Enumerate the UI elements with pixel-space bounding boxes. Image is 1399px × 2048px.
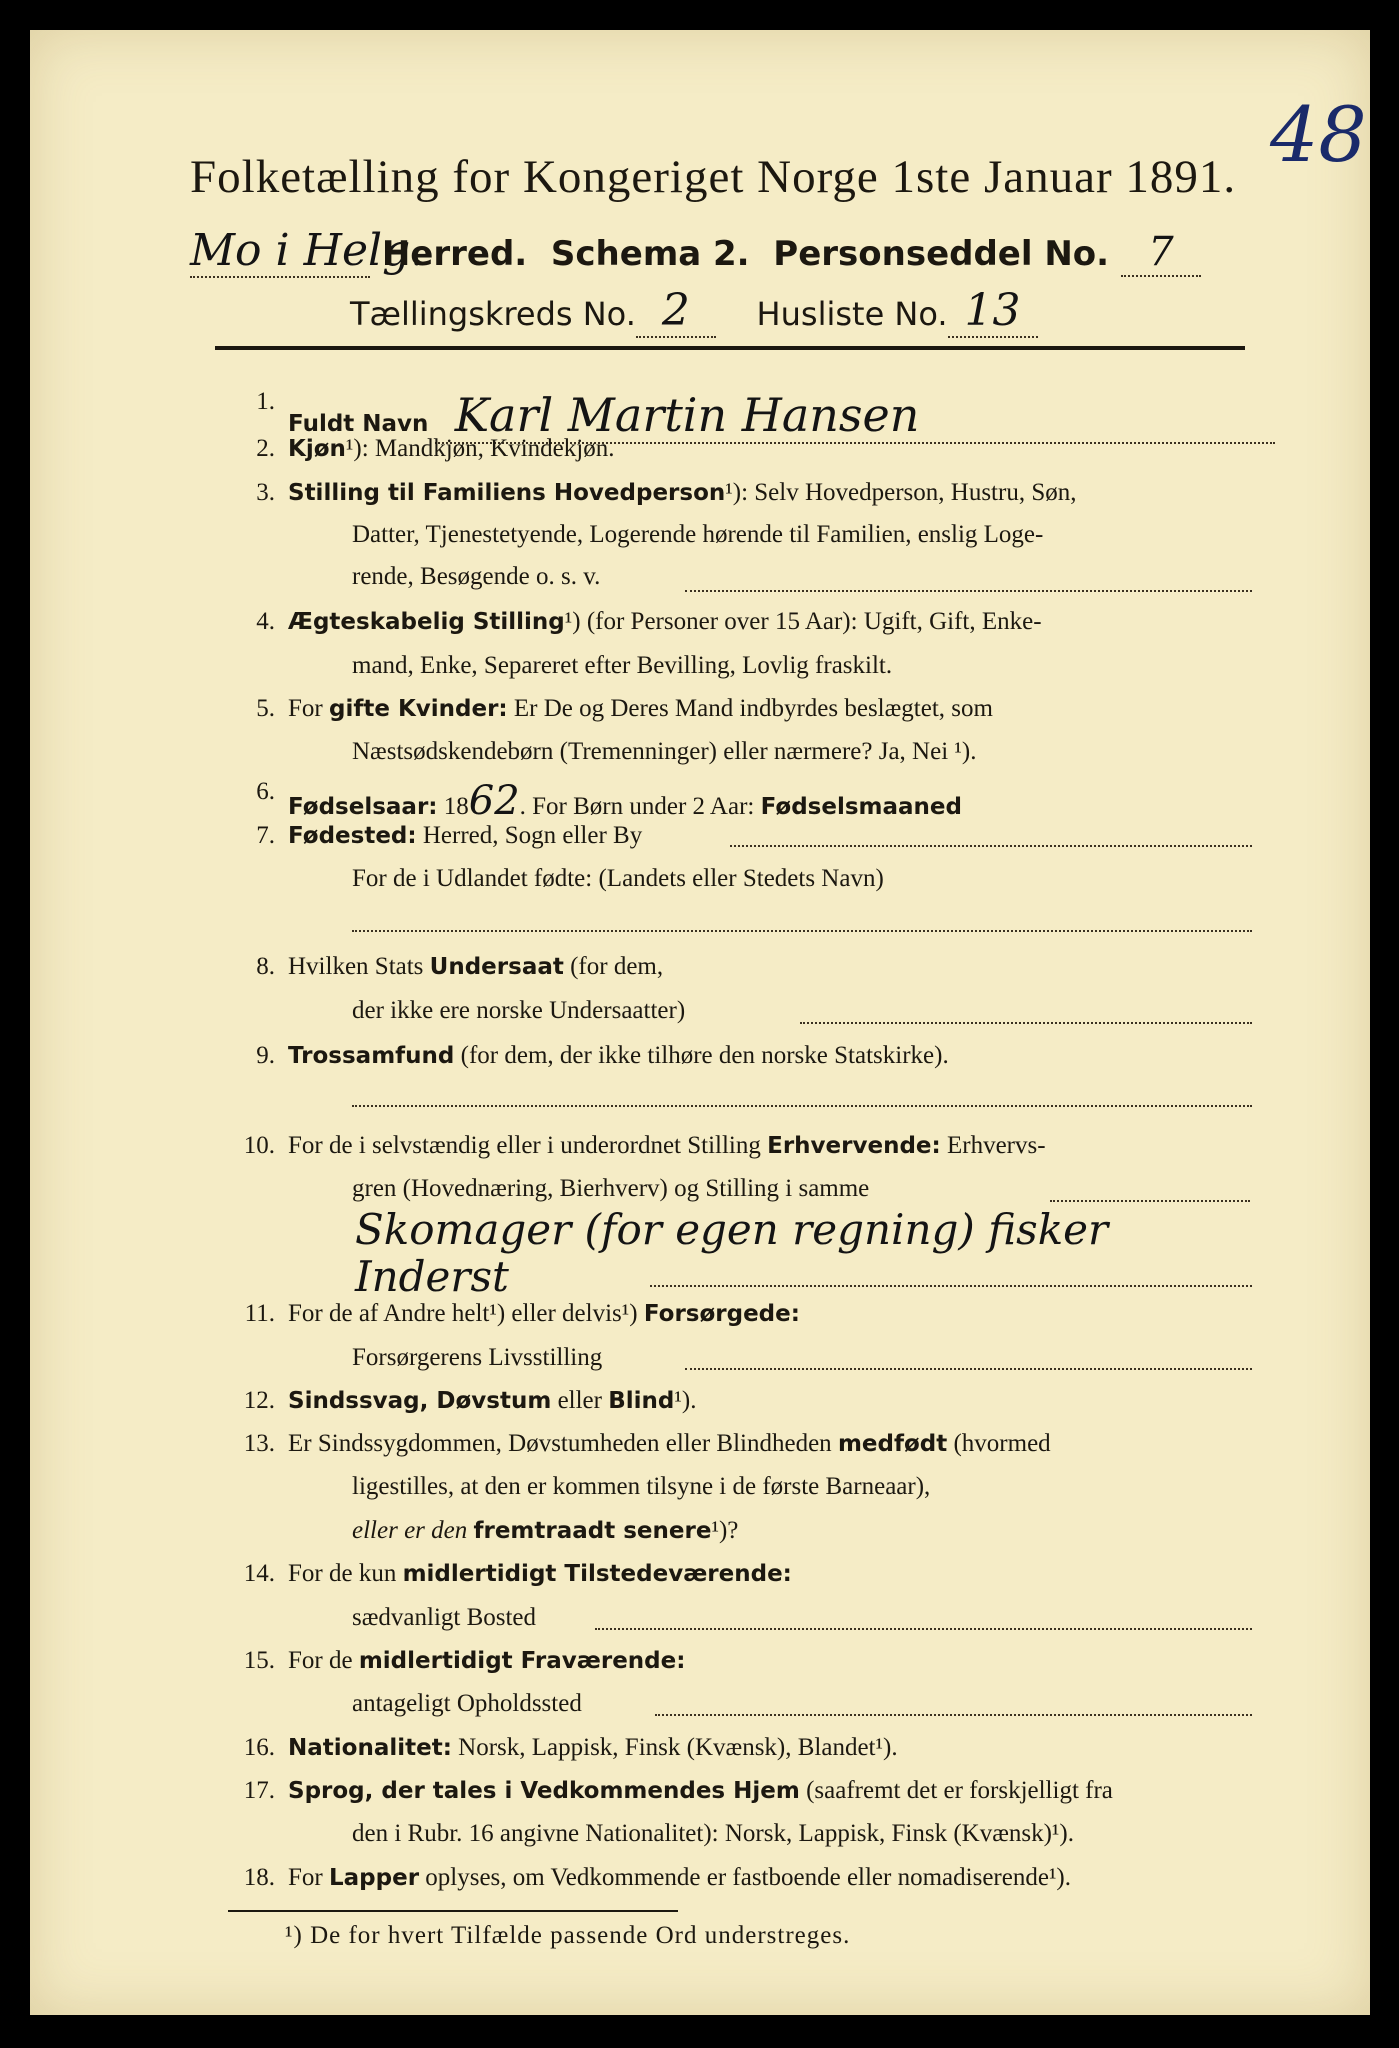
herred-row [190,225,1201,278]
item-gifte-kvinder: For gifte Kvinder: Er De og Deres Mand indbyrdes beslægtet, som [288,695,993,722]
item-sprog: Sprog, der tales i Vedkommendes Hjem (saafremt det er forskjelligt fra [288,1777,1113,1804]
answer-line [595,1628,1252,1630]
census-form [30,30,1370,2015]
item-label: Trossamfund [288,1043,455,1069]
item-label: Fuldt Navn [288,411,429,437]
item-text: ¹): Selv Hovedperson, Hustru, Søn, [725,479,1077,506]
schema-label: Schema 2. [550,234,750,274]
husliste-number: 13 [948,285,1038,338]
item-label: Sindssvag, Døvstum [288,1388,552,1414]
item-trossamfund: Trossamfund (for dem, der ikke tilhøre den norske Statskirke). [288,1042,949,1069]
answer-line [352,930,1252,932]
item-aegteskab [288,608,1042,636]
item-number: 3. [256,479,275,506]
name-answer: Karl Martin Hansen [435,388,1275,444]
answer-line [352,1105,1252,1107]
item-label: medfødt [837,1431,948,1457]
item-label: Fødselsaar: [288,794,438,820]
item-text: ¹): Mandkjøn, Kvindekjøn. [345,435,615,462]
kreds-row [350,285,1038,338]
item-number: 15. [243,1647,275,1674]
item-label: Stilling til Familiens Hovedperson [288,480,726,506]
birth-year-answer: 62 [468,778,520,824]
item-text: Herred, Sogn eller By [422,822,643,849]
husliste-label: Husliste No. [756,295,948,333]
item-continuation: den i Rubr. 16 angivne Nationalitet): Norsk, Lappisk, Finsk (Kvænsk)¹). [352,1820,1074,1847]
item-forsorgede: For de af Andre helt¹) eller delvis¹) Forsørgede: [288,1300,800,1327]
answer-line [1050,1200,1250,1202]
item-fravaerende: For de midlertidigt Fraværende: [288,1647,686,1674]
item-number: 5. [256,695,275,722]
item-number: 4. [256,608,275,635]
item-text: ¹) (for Personer over 15 Aar): Ugift, Gift, Enke- [564,608,1042,635]
item-erhverv: For de i selvstændig eller i underordnet Stilling Erhvervende: Erhvervs- [288,1132,1046,1159]
item-label: midlertidigt Fraværende: [358,1648,686,1674]
item-number: 11. [244,1300,275,1327]
tællingskreds-label: Tællingskreds No. [350,295,636,333]
item-continuation: mand, Enke, Separeret efter Bevilling, Lovlig fraskilt. [352,652,893,679]
item-number: 1. [256,388,275,415]
item-number: 13. [243,1430,275,1457]
item-sindssvag: Sindssvag, Døvstum eller Blind¹). [288,1387,697,1414]
item-label: Lapper [328,1865,420,1891]
answer-line [800,1022,1252,1024]
header-divider [215,346,1245,350]
item-fodested [288,822,642,850]
item-continuation: gren (Hovednæring, Bierhverv) og Stilling i samme [352,1175,870,1202]
occupation-answer-line2: Inderst [355,1252,509,1301]
item-continuation: rende, Besøgende o. s. v. [352,563,601,590]
item-continuation: Næstsødskendebørn (Tremenninger) eller nærmere? Ja, Nei ¹). [352,738,977,765]
item-number: 2. [256,435,275,462]
item-continuation: ligestilles, at den er kommen tilsyne i de første Barneaar), [352,1473,931,1500]
item-undersaat: Hvilken Stats Undersaat (for dem, [288,953,664,980]
herred-name: Mo i Helg. [190,225,425,276]
personseddel-label: Personseddel No. [773,234,1110,274]
item-text: Er De og Deres Mand indbyrdes beslægtet, som [513,695,993,722]
answer-line [655,1714,1252,1716]
page-number: 48 [1270,90,1367,179]
answer-line [685,590,1252,592]
item-label: Fødested: [288,823,417,849]
item-label: Nationalitet: [288,1735,452,1761]
item-number: 10. [243,1132,275,1159]
item-kjon [288,435,614,463]
answer-line [685,1368,1252,1370]
item-continuation: sædvanligt Bosted [352,1604,537,1631]
herred-label: Herred. [381,234,528,274]
item-continuation: Datter, Tjenestetyende, Logerende hørende til Familien, enslig Loge- [352,521,1044,548]
item-number: 7. [256,822,275,849]
item-medfodt: Er Sindssygdommen, Døvstumheden eller Blindheden medfødt (hvormed [288,1430,1051,1457]
item-continuation: der ikke ere norske Undersaatter) [352,997,686,1024]
item-number: 9. [256,1042,275,1069]
item-continuation: For de i Udlandet fødte: (Landets eller Stedets Navn) [352,865,884,892]
item-number: 12. [243,1387,275,1414]
item-number: 17. [243,1777,275,1804]
form-title: Folketælling for Kongeriget Norge 1ste Januar 1891. [190,151,1237,203]
item-fodselsaar: Fødselsaar: 1862. For Børn under 2 Aar: Fødselsmaaned [288,778,962,824]
answer-line [730,845,1252,847]
item-tilstedevaerende: For de kun midlertidigt Tilstedeværende: [288,1560,792,1587]
item-nationalitet: Nationalitet: Norsk, Lappisk, Finsk (Kvænsk), Blandet¹). [288,1734,898,1761]
footnote: ¹) De for hvert Tilfælde passende Ord understreges. [285,1922,851,1949]
footnote-divider [228,1910,678,1912]
occupation-answer: Skomager (for egen regning) fisker [355,1205,1109,1254]
tællingskreds-number: 2 [636,285,716,338]
item-stilling [288,479,1077,507]
item-label: midlertidigt Tilstedeværende: [402,1561,792,1587]
item-label: Forsørgede: [643,1301,800,1327]
item-label: Sprog, der tales i Vedkommendes Hjem [288,1778,800,1804]
item-number: 8. [256,953,275,980]
item-number: 14. [243,1560,275,1587]
item-continuation: Forsørgerens Livsstilling [352,1344,603,1371]
item-number: 18. [243,1864,275,1891]
item-label: Kjøn [288,436,346,462]
item-continuation: eller er den fremtraadt senere¹)? [352,1517,739,1544]
item-lapper: For Lapper oplyses, om Vedkommende er fastboende eller nomadiserende¹). [288,1864,1072,1891]
item-label: Ægteskabelig Stilling [288,609,565,635]
item-label: Undersaat [429,954,564,980]
item-continuation: antageligt Opholdssted [352,1690,582,1717]
item-number: 6. [256,778,275,805]
item-number: 16. [243,1734,275,1761]
answer-line [650,1285,1252,1287]
item-label: Erhvervende: [767,1133,941,1159]
personseddel-number: 7 [1121,229,1201,277]
item-label: gifte Kvinder: [328,696,508,722]
